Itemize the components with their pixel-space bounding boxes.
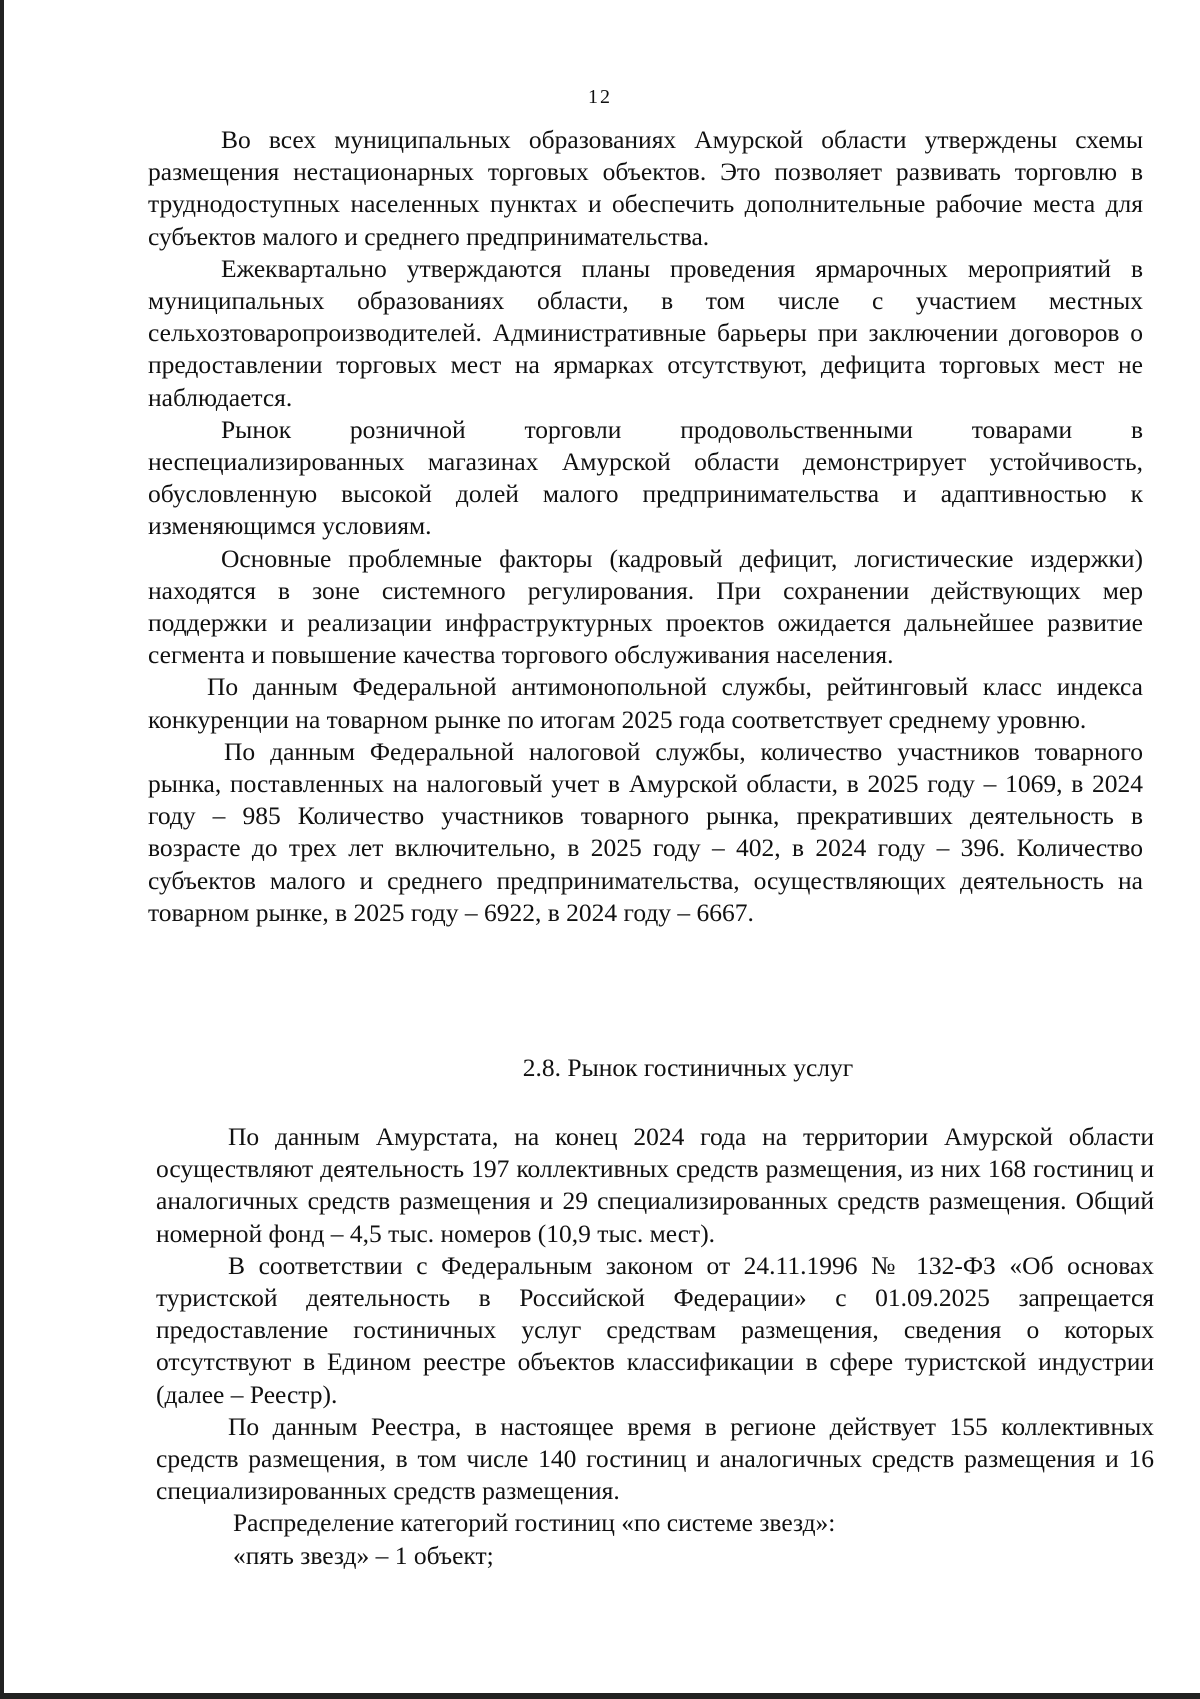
body-text-block-1 xyxy=(148,124,1143,929)
paragraph-star-distribution: Распределение категорий гостиниц «по системе звезд»: xyxy=(233,1508,836,1538)
paragraph-registry: По данным Реестра, в настоящее время в регионе действует 155 коллективных средств размещения, в том числе 140 гостиниц и аналогичных средств размещения и 16 специализированных средств размещения. xyxy=(156,1411,1154,1506)
paragraph-retail-market: Рынок розничной торговли продовольственными товарами в неспециализированных магазинах Амурской области демонстрирует устойчивость, обусловленную высокой долей малого предпринимательства и адаптивностью к изменяющимся условиям. xyxy=(148,414,1143,541)
paragraph-tax-service: По данным Федеральной налоговой службы, количество участников товарного рынка, поставленных на налоговый учет в Амурской области, в 2025 году – 1069, в 2024 году – 985 Количество участников товарного рынка, прекративших деятельность в возрасте до трех лет включительно, в 2025 году – 402, в 2024 году – 396. Количество субъектов малого и среднего предпринимательства, осуществляющих деятельность на товарном рынке, в 2025 году – 6922, в 2024 году – 6667. xyxy=(148,736,1143,927)
paragraph-problem-factors: Основные проблемные факторы (кадровый дефицит, логистические издержки) находятся в зоне системного регулирования. При сохранении действующих мер поддержки и реализации инфраструктурных проектов ожидается дальнейшее развитие сегмента и повышение качества торгового обслуживания населения. xyxy=(148,543,1143,670)
paragraph-federal-law: В соответствии с Федеральным законом от 24.11.1996 № 132-ФЗ «Об основах туристской деятельность в Российской Федерации» с 01.09.2025 запрещается предоставление гостиничных услуг средствам размещения, сведения о которых отсутствуют в Едином реестре объектов классификации в сфере туристской индустрии (далее – Реестр). xyxy=(156,1250,1154,1409)
list-item-five-stars: «пять звезд» – 1 объект; xyxy=(233,1540,494,1570)
paragraph-nonstationary-objects: Во всех муниципальных образованиях Амурской области утверждены схемы размещения нестационарных торговых объектов. Это позволяет развивать торговлю в труднодоступных населенных пунктах и обеспечить дополнительные рабочие места для субъектов малого и среднего предпринимательства. xyxy=(148,125,1143,251)
paragraph-fair-events: Ежеквартально утверждаются планы проведения ярмарочных мероприятий в муниципальных образованиях области, в том числе с участием местных сельхозтоваропроизводителей. Административные барьеры при заключении договоров о предоставлении торговых мест на ярмарках отсутствуют, дефицита торговых мест не наблюдается. xyxy=(148,253,1143,412)
paragraph-amurstat: По данным Амурстата, на конец 2024 года на территории Амурской области осуществляют деятельность 197 коллективных средств размещения, из них 168 гостиниц и аналогичных средств размещения и 29 специализированных средств размещения. Общий номерной фонд – 4,5 тыс. номеров (10,9 тыс. мест). xyxy=(156,1122,1154,1248)
body-text-block-2 xyxy=(156,1121,1154,1572)
scan-left-edge xyxy=(0,0,4,1699)
page-number: 12 xyxy=(588,86,612,108)
section-heading: 2.8. Рынок гостиничных услуг xyxy=(522,1053,854,1082)
paragraph-antimonopoly-service: По данным Федеральной антимонопольной службы, рейтинговый класс индекса конкуренции на товарном рынке по итогам 2025 года соответствует среднему уровню. xyxy=(148,672,1143,734)
scan-bottom-edge xyxy=(0,1693,1200,1699)
